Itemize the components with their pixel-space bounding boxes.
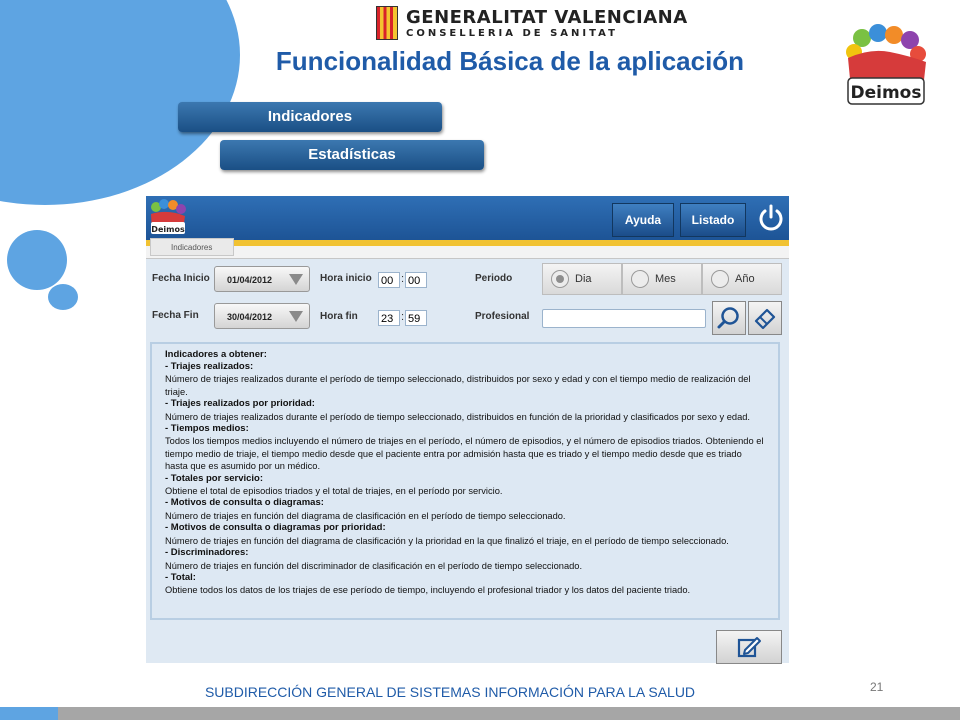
generalitat-logo [376, 6, 688, 40]
hora-fin-label: Hora fin [320, 311, 358, 322]
periodo-option-label: Dia [575, 273, 592, 285]
fecha-fin-value: 30/04/2012 [227, 312, 273, 322]
ayuda-button[interactable]: Ayuda [612, 203, 674, 237]
fecha-fin-field[interactable] [214, 303, 310, 329]
periodo-label: Periodo [475, 273, 513, 284]
footer-bar [0, 707, 960, 720]
hora-fin-hours-input[interactable]: 23 [378, 310, 400, 326]
periodo-option-label: Mes [655, 273, 676, 285]
page-number: 21 [870, 680, 884, 694]
dropdown-arrow-icon [289, 274, 303, 285]
info-item-desc: Número de triajes realizados durante el período de tiempo seleccionado, distribuidos en función de la prioridad y clasificados por sexo y edad. [165, 411, 751, 422]
radio-icon [711, 270, 729, 288]
info-item-title: - Tiempos medios: [165, 423, 249, 435]
eraser-icon [752, 305, 778, 331]
edit-icon [735, 634, 763, 660]
periodo-option-mes[interactable] [622, 263, 702, 295]
listado-button[interactable]: Listado [680, 203, 746, 237]
info-item-title: - Triajes realizados: [165, 361, 254, 372]
info-item-desc: Número de triajes en función del diagrama de clasificación en el período de tiempo seleccionado. [165, 510, 566, 521]
periodo-option-label: Año [735, 273, 755, 285]
decor-circle-medium [7, 230, 67, 290]
radio-icon [631, 270, 649, 288]
time-separator: : [401, 273, 405, 285]
hora-inicio-label: Hora inicio [320, 273, 372, 284]
deimos-small-logo [148, 198, 188, 236]
dropdown-arrow-icon [289, 311, 303, 322]
footer-text: SUBDIRECCIÓN GENERAL DE SISTEMAS INFORMACIÓN PARA LA SALUD [204, 684, 696, 700]
fecha-fin-label: Fecha Fin [152, 310, 199, 321]
info-item-title: - Triajes realizados por prioridad: [165, 398, 315, 410]
periodo-option-ano[interactable] [702, 263, 782, 295]
clear-button[interactable] [748, 301, 782, 335]
hora-fin-minutes-input[interactable]: 59 [405, 310, 427, 326]
deimos-logo-text: Deimos [850, 83, 922, 103]
search-button[interactable] [712, 301, 746, 335]
periodo-radio-group [542, 263, 782, 295]
power-button[interactable] [754, 200, 788, 236]
profesional-label: Profesional [475, 311, 530, 322]
info-item-title: - Totales por servicio: [165, 472, 264, 484]
hora-inicio-hours-input[interactable]: 00 [378, 272, 400, 288]
profesional-input[interactable] [542, 309, 706, 328]
page-title: Funcionalidad Básica de la aplicación [275, 46, 745, 76]
decor-circle-small [48, 284, 78, 310]
info-item-title: - Motivos de consulta o diagramas: [165, 497, 324, 509]
power-icon [754, 200, 788, 236]
org-department: CONSELLERIA DE SANITAT [406, 28, 618, 39]
fecha-inicio-field[interactable] [214, 266, 310, 292]
info-heading: Indicadores a obtener: [165, 349, 267, 360]
info-item-desc: Número de triajes realizados durante el período de tiempo seleccionado, distribuidos por sexo y edad y con el tiempo medio de realización del triaje. [165, 374, 751, 397]
nav-estadisticas-button[interactable]: Estadísticas [220, 140, 484, 170]
periodo-option-dia[interactable] [542, 263, 622, 295]
time-separator: : [401, 311, 405, 323]
generalitat-shield [376, 6, 398, 40]
info-item-desc: Obtiene todos los datos de los triajes de ese período de tiempo, incluyendo el profesional triador y los datos del paciente triado. [165, 585, 691, 596]
info-item-title: - Discriminadores: [165, 547, 249, 559]
app-toolbar [146, 196, 789, 240]
info-item-desc: Número de triajes en función del diagrama de clasificación y la prioridad en la que finalizó el triaje, en el período de tiempo seleccionado. [165, 535, 729, 546]
fecha-inicio-label: Fecha Inicio [152, 273, 210, 284]
footer-bar-accent [0, 707, 58, 720]
app-screenshot [146, 196, 789, 663]
info-item-title: - Motivos de consulta o diagramas por prioridad: [165, 522, 386, 534]
fecha-inicio-value: 01/04/2012 [227, 275, 273, 285]
tab-indicadores[interactable]: Indicadores [150, 238, 234, 256]
info-item-title: - Total: [165, 571, 196, 583]
org-name: GENERALITAT VALENCIANA [406, 7, 688, 28]
generate-report-button[interactable] [716, 630, 782, 664]
info-item-desc: Número de triajes en función del discriminador de clasificación en el período de tiempo seleccionado. [165, 560, 583, 571]
radio-selected-icon [551, 270, 569, 288]
app-tab-strip [146, 246, 789, 259]
generalitat-text [406, 7, 688, 39]
indicadores-description-box [150, 342, 780, 620]
nav-indicadores-button[interactable]: Indicadores [178, 102, 442, 132]
search-icon [716, 305, 742, 331]
deimos-logo [840, 18, 930, 114]
info-item-desc: Todos los tiempos medios incluyendo el número de triajes en el período, el número de episodios, y el número de episodios triados. Obteniendo el tiempo medio de triaje, el tiempo medio desde que el paciente entra por admisión hasta que es triado y el tiempo medio desde que es triado hasta que es asumido por un médico. [165, 436, 764, 472]
hora-inicio-minutes-input[interactable]: 00 [405, 272, 427, 288]
info-item-desc: Obtiene el total de episodios triados y el total de triajes, en el período por servicio. [165, 486, 503, 497]
deimos-small-logo-text: Deimos [151, 225, 185, 234]
